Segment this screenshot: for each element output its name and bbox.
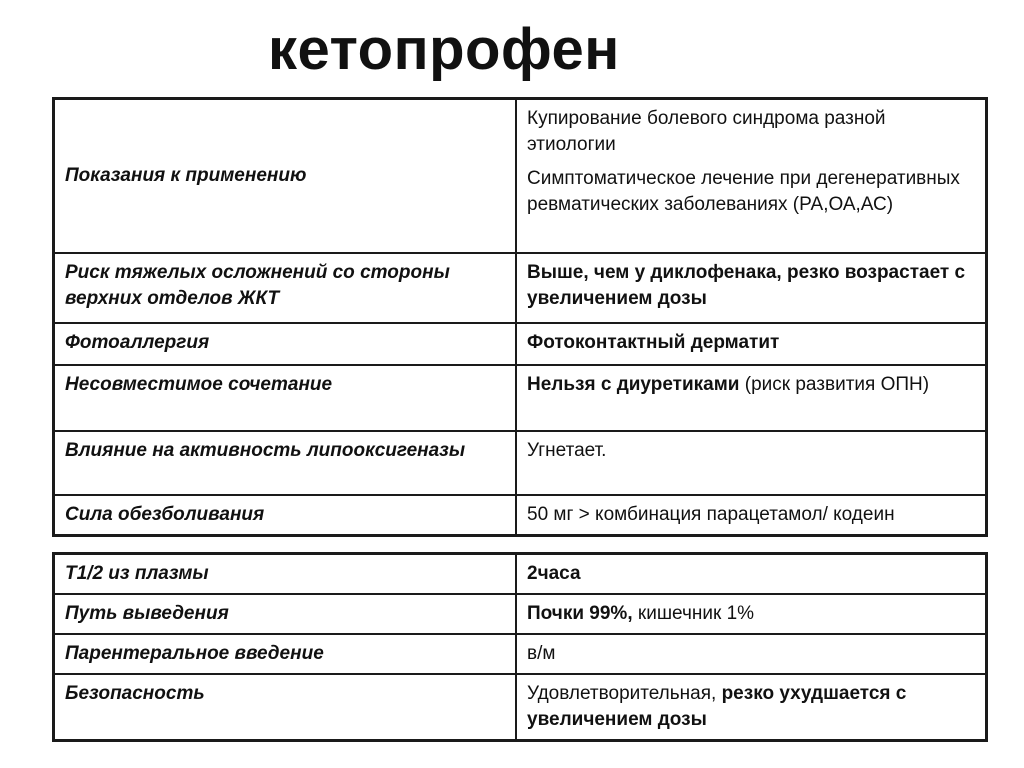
value-paragraph: Симптоматическое лечение при дегенеративных ревматических заболеваниях (РА,ОА,АС) — [527, 168, 960, 215]
row-label: Путь выведения — [54, 594, 517, 634]
table-row — [54, 554, 987, 595]
row-label: Сила обезболивания — [54, 495, 517, 536]
row-value — [516, 594, 987, 634]
table-row — [54, 365, 987, 431]
value-pre-part: Удовлетворительная, — [527, 683, 722, 704]
row-label: Безопасность — [54, 674, 517, 741]
value-bold-part: резко ухудшается с увеличением дозы — [527, 683, 907, 730]
table-row — [54, 431, 987, 495]
row-label: Риск тяжелых осложнений со стороны верхних отделов ЖКТ — [54, 253, 517, 323]
value-bold-part: Почки 99%, — [527, 603, 633, 624]
table-row — [54, 99, 987, 253]
row-value — [516, 99, 987, 253]
row-value: в/м — [516, 634, 987, 674]
row-value — [516, 365, 987, 431]
table-row — [54, 253, 987, 323]
table-row — [54, 495, 987, 536]
row-label: Т1/2 из плазмы — [54, 554, 517, 595]
row-value: Угнетает. — [516, 431, 987, 495]
row-label: Влияние на активность липооксигеназы — [54, 431, 517, 495]
value-bold-part: Нельзя с диуретиками — [527, 373, 740, 395]
row-label: Фотоаллергия — [54, 323, 517, 365]
row-label: Несовместимое сочетание — [54, 365, 517, 431]
table-row — [54, 594, 987, 634]
row-value: 2часа — [516, 554, 987, 595]
table-row — [54, 634, 987, 674]
table-row — [54, 674, 987, 741]
row-value: Выше, чем у диклофенака, резко возрастает с увеличением дозы — [516, 253, 987, 323]
properties-table — [52, 97, 988, 537]
row-label: Парентеральное введение — [54, 634, 517, 674]
value-rest-part: кишечник 1% — [632, 603, 755, 624]
value-rest-part: (риск развития ОПН) — [739, 373, 930, 395]
table-row — [54, 323, 987, 365]
pharmacokinetics-table — [52, 552, 988, 742]
value-paragraph: Купирование болевого синдрома разной этиологии — [527, 108, 886, 155]
row-value: Фотоконтактный дерматит — [516, 323, 987, 365]
row-label: Показания к применению — [54, 99, 517, 253]
row-value: 50 мг > комбинация парацетамол/ кодеин — [516, 495, 987, 536]
row-value — [516, 674, 987, 741]
page-title: кетопрофен — [268, 17, 620, 82]
